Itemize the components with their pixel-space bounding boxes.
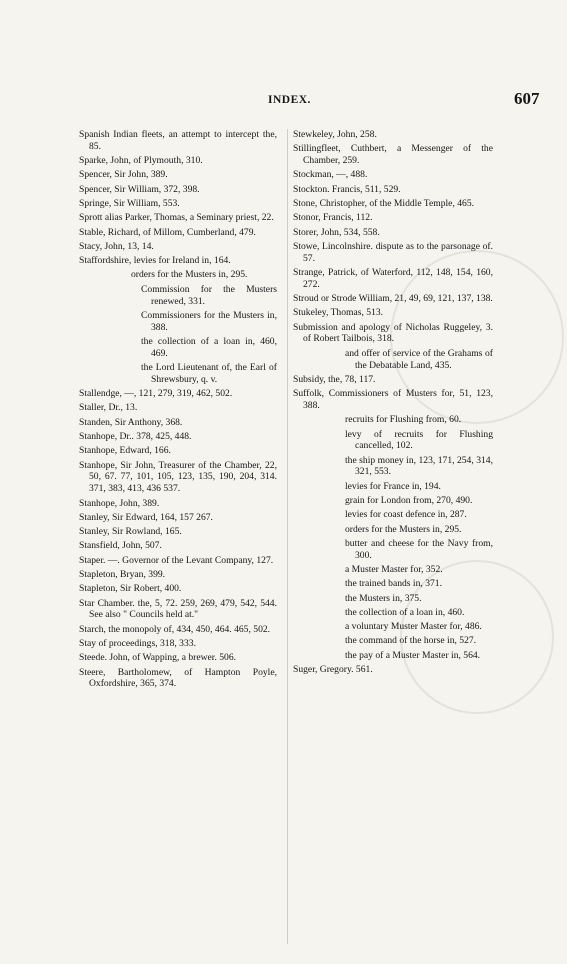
index-subentry: a voluntary Muster Master for, 486. bbox=[345, 621, 482, 633]
index-entry: Steere, Bartholomew, of Hampton Poyle, Oxfordshire, 365, 374. bbox=[79, 666, 277, 690]
index-entry: Stockton. Francis, 511, 529. bbox=[293, 183, 401, 195]
index-entry: Stansfield, John, 507. bbox=[79, 540, 162, 552]
index-entry: Stacy, John, 13, 14. bbox=[79, 240, 154, 252]
index-entry: Spencer, Sir John, 389. bbox=[79, 169, 168, 181]
index-subentry: levy of recruits for Flushing cancelled, 102. bbox=[345, 428, 493, 452]
index-entry: Storer, John, 534, 558. bbox=[293, 226, 380, 238]
index-entry: Staper. —. Governor of the Levant Company, 127. bbox=[79, 554, 274, 566]
index-subentry: the Lord Lieutenant of, the Earl of Shrewsbury, q. v. bbox=[141, 362, 277, 385]
index-subentry: the ship money in, 123, 171, 254, 314, 321, 553. bbox=[345, 454, 493, 478]
index-entry: Sparke, John, of Plymouth, 310. bbox=[79, 155, 203, 167]
index-entry: Stukeley, Thomas, 513. bbox=[293, 307, 384, 319]
index-subentry: the pay of a Muster Master in, 564. bbox=[345, 649, 481, 661]
index-entry: Stockman, —, 488. bbox=[293, 169, 368, 181]
page-number: 607 bbox=[514, 89, 540, 108]
index-entry: Stapleton, Sir Robert, 400. bbox=[79, 583, 182, 595]
index-subentry: a Muster Master for, 352. bbox=[345, 564, 443, 575]
index-entry: Staller, Dr., 13. bbox=[79, 402, 138, 414]
index-entry: Stay of proceedings, 318, 333. bbox=[79, 637, 196, 649]
column-divider bbox=[287, 129, 288, 944]
index-entry: Stapleton, Bryan, 399. bbox=[79, 569, 166, 580]
index-subentry: the collection of a loan in, 460, 469. bbox=[141, 335, 277, 359]
index-entry: Staffordshire, levies for Ireland in, 164. bbox=[79, 255, 231, 267]
index-entry: Star Chamber. the, 5, 72. 259, 269, 479, 542, 544. See also " Councils held at." bbox=[79, 597, 277, 621]
index-entry: Subsidy, the, 78, 117. bbox=[293, 373, 376, 385]
index-entry: Spencer, Sir William, 372, 398. bbox=[79, 183, 200, 195]
index-subentry: orders for the Musters in, 295. bbox=[345, 523, 462, 535]
index-entry: Spanish Indian fleets, an attempt to intercept the, 85. bbox=[79, 129, 277, 152]
index-entry: Stanhope, Dr.. 378, 425, 448. bbox=[79, 431, 192, 443]
index-subentry: the trained bands in, 371. bbox=[345, 578, 442, 590]
index-entry: Submission and apology of Nicholas Ruggeley, 3. of Robert Tailbois, 318. bbox=[293, 321, 493, 345]
index-subentry: Commissioners for the Musters in, 388. bbox=[141, 309, 277, 333]
index-entry: Standen, Sir Anthony, 368. bbox=[79, 416, 183, 428]
index-entry: Stanhope, John, 389. bbox=[79, 497, 160, 509]
index-entry: Stanley, Sir Edward, 164, 157 267. bbox=[79, 511, 213, 523]
index-subentry: and offer of service of the Grahams of the Debatable Land, 435. bbox=[345, 347, 493, 371]
index-subentry: grain for London from, 270, 490. bbox=[345, 495, 473, 507]
index-subentry: the Musters in, 375. bbox=[345, 592, 422, 604]
index-entry: Stanhope, Edward, 166. bbox=[79, 445, 171, 457]
running-header: INDEX. bbox=[268, 94, 311, 106]
index-entry: Stonor, Francis, 112. bbox=[293, 212, 373, 224]
index-entry: Springe, Sir William, 553. bbox=[79, 197, 180, 209]
index-entry: Suger, Gregory. 561. bbox=[293, 664, 373, 676]
index-entry: Strange, Patrick, of Waterford, 112, 148, 154, 160, 272. bbox=[293, 266, 493, 290]
index-subentry: orders for the Musters in, 295. bbox=[131, 269, 248, 281]
index-entry: Stanley, Sir Rowland, 165. bbox=[79, 526, 182, 538]
index-subentry: the collection of a loan in, 460. bbox=[345, 606, 465, 618]
index-entry: Sprott alias Parker, Thomas, a Seminary priest, 22. bbox=[79, 212, 274, 224]
index-entry: Stallendge, —, 121, 279, 319, 462, 502. bbox=[79, 388, 233, 400]
index-subentry: recruits for Flushing from, 60. bbox=[345, 414, 462, 426]
index-entry: Stable, Richard, of Millom, Cumberland, 479. bbox=[79, 226, 256, 238]
index-entry: Stillingfleet, Cuthbert, a Messenger of the Chamber, 259. bbox=[293, 143, 493, 167]
index-entry: Stowe, Lincolnshire. dispute as to the parsonage of. 57. bbox=[293, 240, 493, 264]
index-entry: Stewkeley, John, 258. bbox=[293, 129, 377, 140]
index-column-right bbox=[293, 129, 493, 678]
index-entry: Stroud or Strode William, 21, 49, 69, 121, 137, 138. bbox=[293, 293, 493, 305]
index-entry: Stanhope, Sir John, Treasurer of the Chamber, 22, 50, 67. 77, 101, 105, 123, 135, 190, 204, 314. 371, 383, 413, 436 537. bbox=[79, 459, 277, 495]
index-entry: Stone, Christopher, of the Middle Temple, 465. bbox=[293, 197, 475, 209]
index-entry: Suffolk, Commissioners of Musters for, 51, 123, 388. bbox=[293, 388, 493, 411]
index-subentry: levies for France in, 194. bbox=[345, 480, 441, 492]
index-entry: Starch, the monopoly of, 434, 450, 464. 465, 502. bbox=[79, 623, 271, 635]
index-entry: Steede. John, of Wapping, a brewer. 506. bbox=[79, 652, 237, 664]
index-subentry: levies for coast defence in, 287. bbox=[345, 509, 467, 521]
index-subentry: butter and cheese for the Navy from, 300. bbox=[345, 537, 493, 561]
index-column-left bbox=[79, 129, 277, 693]
index-subentry: Commission for the Musters renewed, 331. bbox=[141, 283, 277, 307]
index-subentry: the command of the horse in, 527. bbox=[345, 635, 477, 647]
